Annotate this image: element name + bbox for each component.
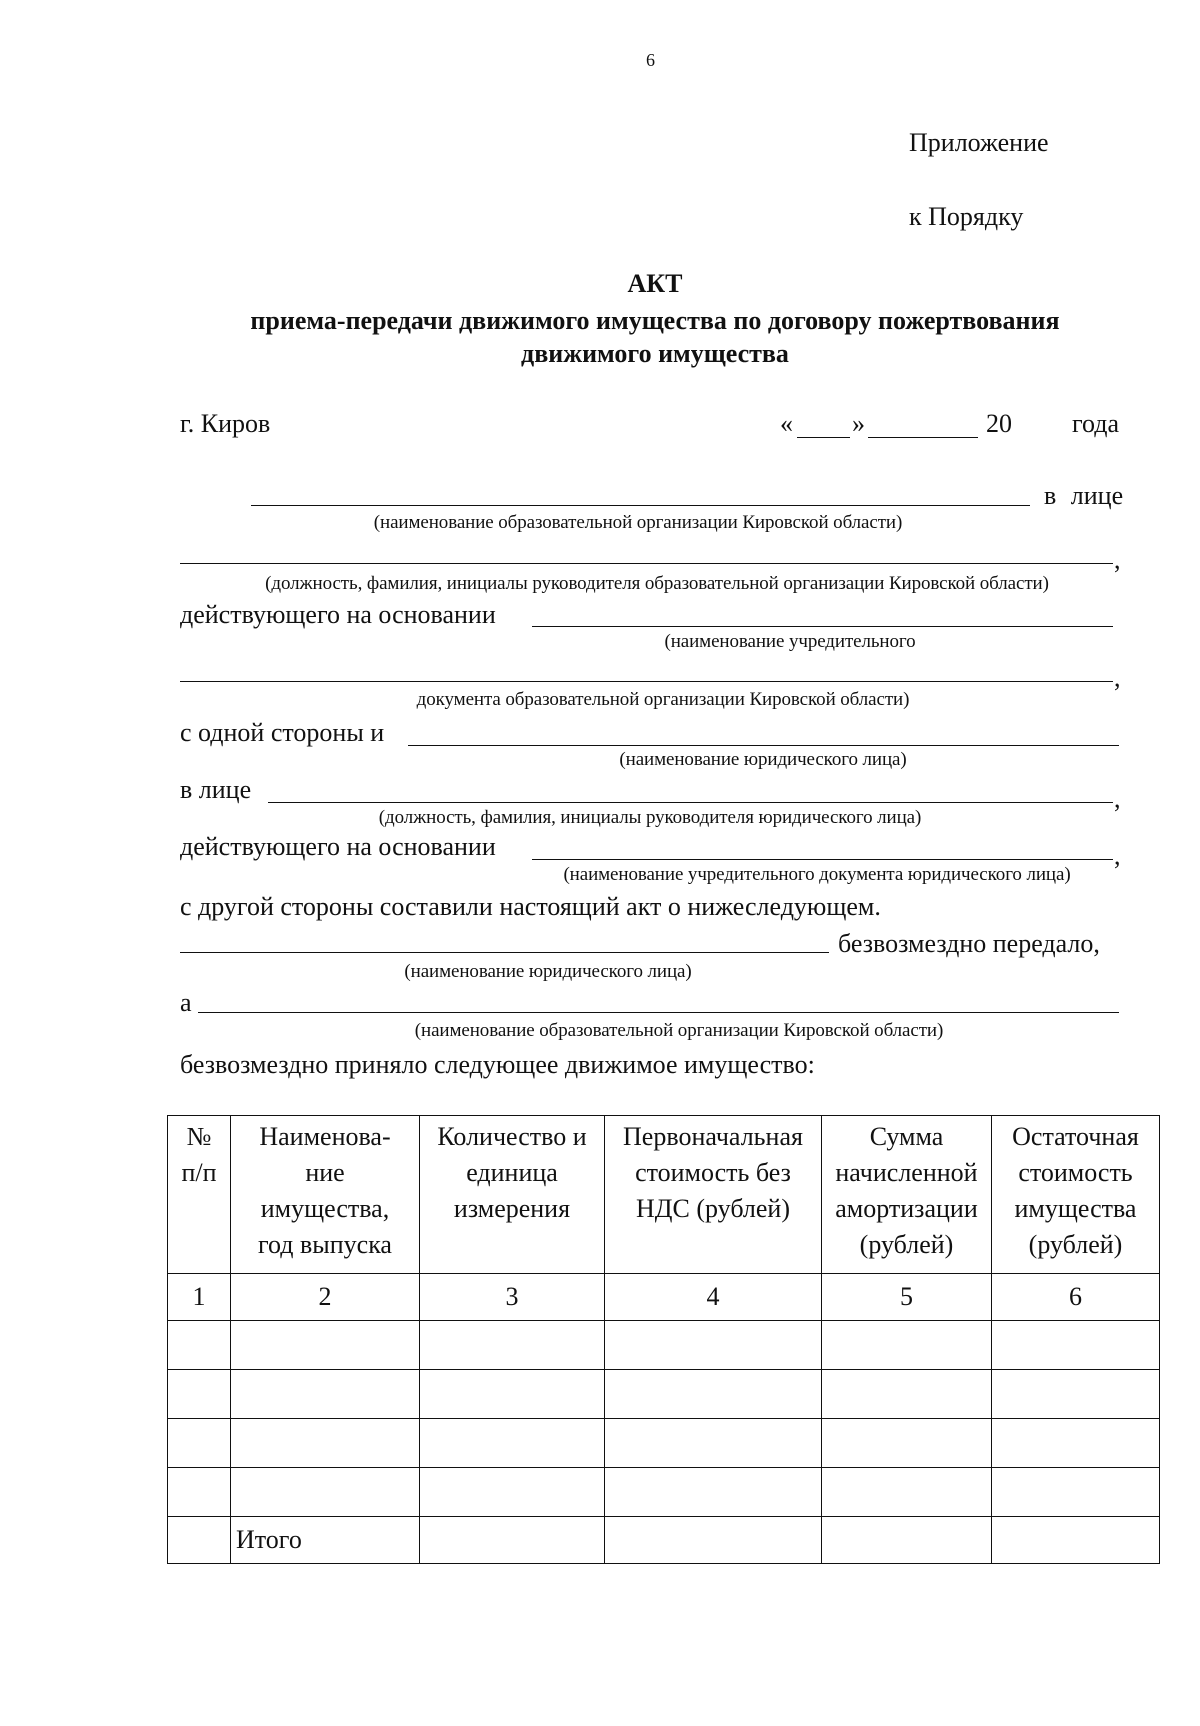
header-line: измерения [453, 1194, 571, 1223]
org-founding-doc-blank-a [532, 626, 1113, 627]
header-line: имущества [1014, 1194, 1137, 1223]
date-year-word: года [1072, 409, 1120, 438]
table-cell [822, 1468, 992, 1517]
header-depreciation [822, 1116, 992, 1274]
property-table [167, 1115, 1160, 1564]
caption-org-name-1: (наименование образовательной организации Кировской области) [373, 512, 903, 533]
table-cell [420, 1517, 605, 1564]
table-cell [822, 1370, 992, 1419]
header-line: (рублей) [859, 1230, 954, 1259]
table-cell [168, 1468, 231, 1517]
header-line: начисленной [835, 1158, 978, 1187]
date-open-quote: « [780, 409, 793, 438]
header-residual-value [992, 1116, 1160, 1274]
caption-legal-entity-2: (наименование юридического лица) [404, 961, 692, 982]
table-cell [231, 1468, 420, 1517]
header-line: единица [466, 1158, 558, 1187]
table-cell [992, 1321, 1160, 1370]
header-line: НДС (рублей) [636, 1194, 790, 1223]
and-label: а [180, 988, 192, 1017]
table-cell [420, 1468, 605, 1517]
table-header-row [168, 1116, 1160, 1274]
table-cell [231, 1419, 420, 1468]
date-close-quote: » [852, 409, 865, 438]
caption-org-founding-doc-b: документа образовательной организации Кировской области) [416, 689, 910, 710]
table-cell [605, 1419, 822, 1468]
table-cell [168, 1321, 231, 1370]
table-cell [168, 1419, 231, 1468]
table-cell [231, 1321, 420, 1370]
date-day-blank [797, 437, 850, 438]
column-number: 3 [420, 1274, 605, 1321]
header-line: Количество и [437, 1122, 587, 1151]
document-subtitle-line1: приема-передачи движимого имущества по договору пожертвования [250, 306, 1060, 335]
one-side-label: с одной стороны и [180, 718, 385, 747]
annex-label: Приложение [909, 128, 1049, 157]
document-subtitle-line2: движимого имущества [521, 339, 789, 368]
in-person-label-1: в лице [1044, 481, 1124, 510]
table-cell [992, 1517, 1160, 1564]
header-line: имущества, [260, 1194, 390, 1223]
header-line: п/п [181, 1158, 217, 1187]
total-label: Итого [231, 1517, 420, 1564]
table-cell [168, 1370, 231, 1419]
header-property-name [231, 1116, 420, 1274]
caption-legal-founding-doc: (наименование учредительного документа юридического лица) [563, 864, 1071, 885]
table-cell [992, 1370, 1160, 1419]
in-person-label-2: в лице [180, 775, 252, 804]
header-line: стоимость без [635, 1158, 791, 1187]
org-founding-doc-blank-b [180, 681, 1113, 682]
transferred-label: безвозмездно передало, [838, 929, 1100, 958]
comma-1: , [1114, 545, 1121, 574]
table-cell [822, 1419, 992, 1468]
org-name-blank-2 [198, 1012, 1119, 1013]
header-line: № [186, 1122, 212, 1151]
caption-org-name-2: (наименование образовательной организации Кировской области) [414, 1020, 944, 1041]
comma-4: , [1114, 841, 1121, 870]
header-line: амортизации [835, 1194, 978, 1223]
city: г. Киров [180, 409, 271, 438]
annex-reference: к Порядку [909, 202, 1024, 231]
table-cell [420, 1419, 605, 1468]
table-row [168, 1370, 1160, 1419]
table-cell [605, 1321, 822, 1370]
document-title: АКТ [627, 269, 683, 298]
header-line: Сумма [869, 1122, 944, 1151]
table-cell [992, 1419, 1160, 1468]
caption-org-founding-doc-a: (наименование учредительного [664, 631, 916, 652]
org-name-blank [251, 505, 1030, 506]
column-number: 2 [231, 1274, 420, 1321]
table-cell [420, 1321, 605, 1370]
table-row [168, 1419, 1160, 1468]
header-line: Остаточная [1012, 1122, 1139, 1151]
caption-legal-entity-1: (наименование юридического лица) [619, 749, 907, 770]
accepted-statement: безвозмездно приняло следующее движимое имущество: [180, 1050, 815, 1079]
table-cell [168, 1517, 231, 1564]
legal-entity-blank-2 [180, 952, 829, 953]
other-side-statement: с другой стороны составили настоящий акт о нижеследующем. [180, 892, 881, 921]
acting-basis-label-1: действующего на основании [180, 600, 496, 629]
table-cell [420, 1370, 605, 1419]
header-quantity [420, 1116, 605, 1274]
page-number: 6 [646, 50, 655, 70]
acting-basis-label-2: действующего на основании [180, 832, 496, 861]
table-cell [822, 1321, 992, 1370]
caption-legal-head: (должность, фамилия, инициалы руководителя юридического лица) [378, 807, 922, 828]
legal-entity-blank-1 [408, 745, 1119, 746]
caption-org-head: (должность, фамилия, инициалы руководителя образовательной организации Кировской области) [265, 573, 1049, 594]
header-initial-cost [605, 1116, 822, 1274]
comma-2: , [1114, 663, 1121, 692]
header-line: Первоначальная [623, 1122, 803, 1151]
header-line: Наименова- [259, 1122, 391, 1151]
legal-founding-doc-blank [532, 859, 1113, 860]
org-head-blank [180, 563, 1113, 564]
legal-head-blank [268, 802, 1113, 803]
column-number: 1 [168, 1274, 231, 1321]
total-row [168, 1517, 1160, 1564]
table-cell [231, 1370, 420, 1419]
column-number: 5 [822, 1274, 992, 1321]
table-row [168, 1321, 1160, 1370]
header-line: стоимость [1018, 1158, 1133, 1187]
header-line: ние [305, 1158, 345, 1187]
column-number-row [168, 1274, 1160, 1321]
header-line: (рублей) [1028, 1230, 1123, 1259]
table-cell [605, 1468, 822, 1517]
table-cell [605, 1517, 822, 1564]
table-row [168, 1468, 1160, 1517]
header-number [168, 1116, 231, 1274]
date-year-prefix: 20 [986, 409, 1012, 438]
date-month-blank [868, 437, 978, 438]
table-cell [992, 1468, 1160, 1517]
column-number: 6 [992, 1274, 1160, 1321]
comma-3: , [1114, 784, 1121, 813]
table-cell [822, 1517, 992, 1564]
header-line: год выпуска [258, 1230, 392, 1259]
table-cell [605, 1370, 822, 1419]
column-number: 4 [605, 1274, 822, 1321]
